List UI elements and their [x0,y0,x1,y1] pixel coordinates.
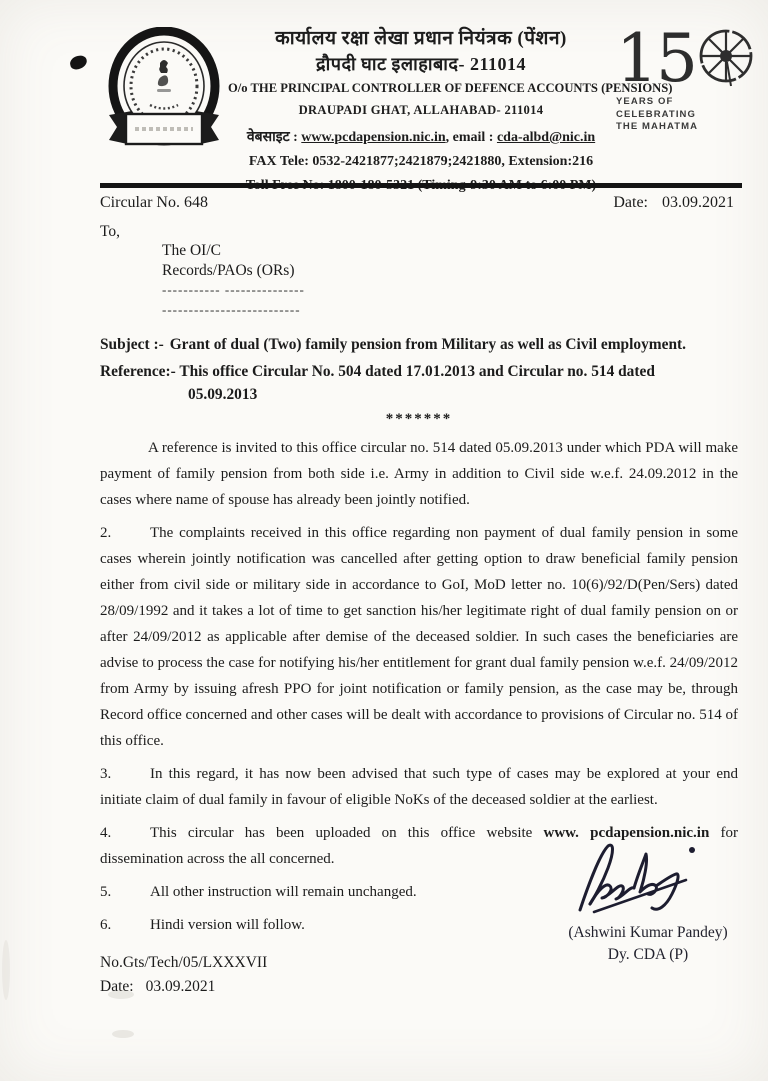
website-email-line [228,127,614,146]
reference-label: Reference:- [100,363,176,380]
logo-caption-line2: CELEBRATING [616,108,697,120]
addressee-dashes2: -------------------------- [162,301,301,317]
ink-spot [69,54,88,70]
meta-row [100,191,738,215]
paragraph-4-number: 4. [100,825,112,841]
paragraph-1: A reference is invited to this office circular no. 514 dated 05.09.2013 under which PDA will make payment of family pension from both side i.e. Army in addition to Civil side w.e.f. 24.09.2012 in the cases where name of spouse has already been jointly notified. [100,440,738,508]
addressee-dashes1: ----------- --------------- [162,282,305,297]
website-label: वेबसाइट : [246,130,302,145]
footer-date-value: 03.09.2021 [145,978,216,995]
paragraph-2 [100,520,738,754]
office-address-hindi: द्रौपदी घाट इलाहाबाद- 211014 [316,54,526,74]
paragraph-3-number: 3. [100,766,112,782]
paragraph-2-number: 2. [100,525,112,541]
logo-150-number: 15 [616,20,696,97]
header-divider [100,183,742,188]
paragraph-3-text: In this regard, it has now been advised that such type of cases may be explored at your end initiate claim of dual family in favour of eligible NoKs of the deceased soldier at the earliest. [100,766,738,808]
subject-label: Subject :- [100,336,164,353]
website-url: www.pcdapension.nic.in [301,130,446,145]
file-number: No.Gts/Tech/05/LXXXVII [100,954,268,971]
letter-date [613,191,738,215]
fax-line: FAX Tele: 0532-2421877;2421879;2421880, Extension:216 [248,154,594,169]
reference-line [100,359,738,384]
pcda-seal-icon [102,27,226,163]
signatory-designation: Dy. CDA (P) [607,946,689,963]
tollfree-line: Toll Free No: 1800-180-5321 (Timing-9:30 AM to 6:00 PM) [245,178,597,193]
addressee-line1: The OI/C [162,242,221,259]
paragraph-3 [100,761,738,813]
handwritten-signature-icon [568,838,728,920]
email-address: cda-albd@nic.in [496,130,596,145]
scan-smudge [112,1030,134,1038]
paragraph-6-number: 6. [100,917,112,933]
salutation-to: To, [100,223,121,240]
addressee-block [162,241,738,319]
date-label: Date: [613,194,648,211]
scan-smudge [2,940,10,1000]
circular-number: Circular No. 648 [100,194,208,211]
paragraph-4-website: www. pcdapension.nic.in [543,825,710,841]
footer-date-label: Date: [100,978,134,995]
signatory-name: (Ashwini Kumar Pandey) [568,924,728,941]
office-address-english: DRAUPADI GHAT, ALLAHABAD- 211014 [298,103,544,117]
paragraph-6-text: Hindi version will follow. [150,917,305,933]
office-name-hindi: कार्यालय रक्षा लेखा प्रधान नियंत्रक (पेंशन) [275,28,567,49]
logo-150-caption [616,96,756,134]
paragraph-5-text: All other instruction will remain unchanged. [150,884,417,900]
charkha-wheel-icon [696,28,756,90]
signature-block [548,838,748,966]
date-value: 03.09.2021 [662,194,734,211]
reference-text: This office Circular No. 504 dated 17.01.2013 and Circular no. 514 dated [175,363,655,380]
paragraph-4-text-before: This circular has been uploaded on this office website [150,825,544,841]
reference-line2: 05.09.2013 [188,386,258,403]
asterisk-separator: ******* [385,411,453,427]
office-name-english: O/o THE PRINCIPAL CONTROLLER OF DEFENCE ACCOUNTS (PENSIONS) [228,81,673,95]
subject-text: Grant of dual (Two) family pension from Military as well as Civil employment. [169,336,686,353]
subject-line [100,332,738,358]
paragraph-5-number: 5. [100,884,112,900]
footer-date-line [100,975,738,999]
scan-smudge [108,990,134,999]
paragraph-2-text: The complaints received in this office regarding non payment of dual family pension in some cases wherein jointly notification was cancelled after getting option to draw beneficial family pension either from civil side or military side in accordance to GoI, MoD letter no. 10(6)/92/D(Pen/Sers) dated 28/09/1992 and it takes a lot of time to get sanction his/her legitimate right of dual family pension on or after 24/09/2012 as applicable after demise of the deceased soldier. In such cases the beneficiaries are advise to process the case for notifying his/her entitlement for grant dual family pension w.e.f. 24/09/2012 from Army by issuing afresh PPO for joint notification or family pension, as the case may be, through Record office concerned and other cases will be dealt with accordance to provisions of Circular no. 514 of this office. [100,525,738,749]
addressee-line2: Records/PAOs (ORs) [162,261,295,279]
paragraph-4-text-after: for dissemination across the all concerned. [100,825,738,867]
email-label: , email : [445,130,497,145]
logo-caption-line3: THE MAHATMA [616,121,699,132]
mahatma-150-logo [616,20,756,134]
logo-caption-line1: YEARS OF [616,96,674,107]
